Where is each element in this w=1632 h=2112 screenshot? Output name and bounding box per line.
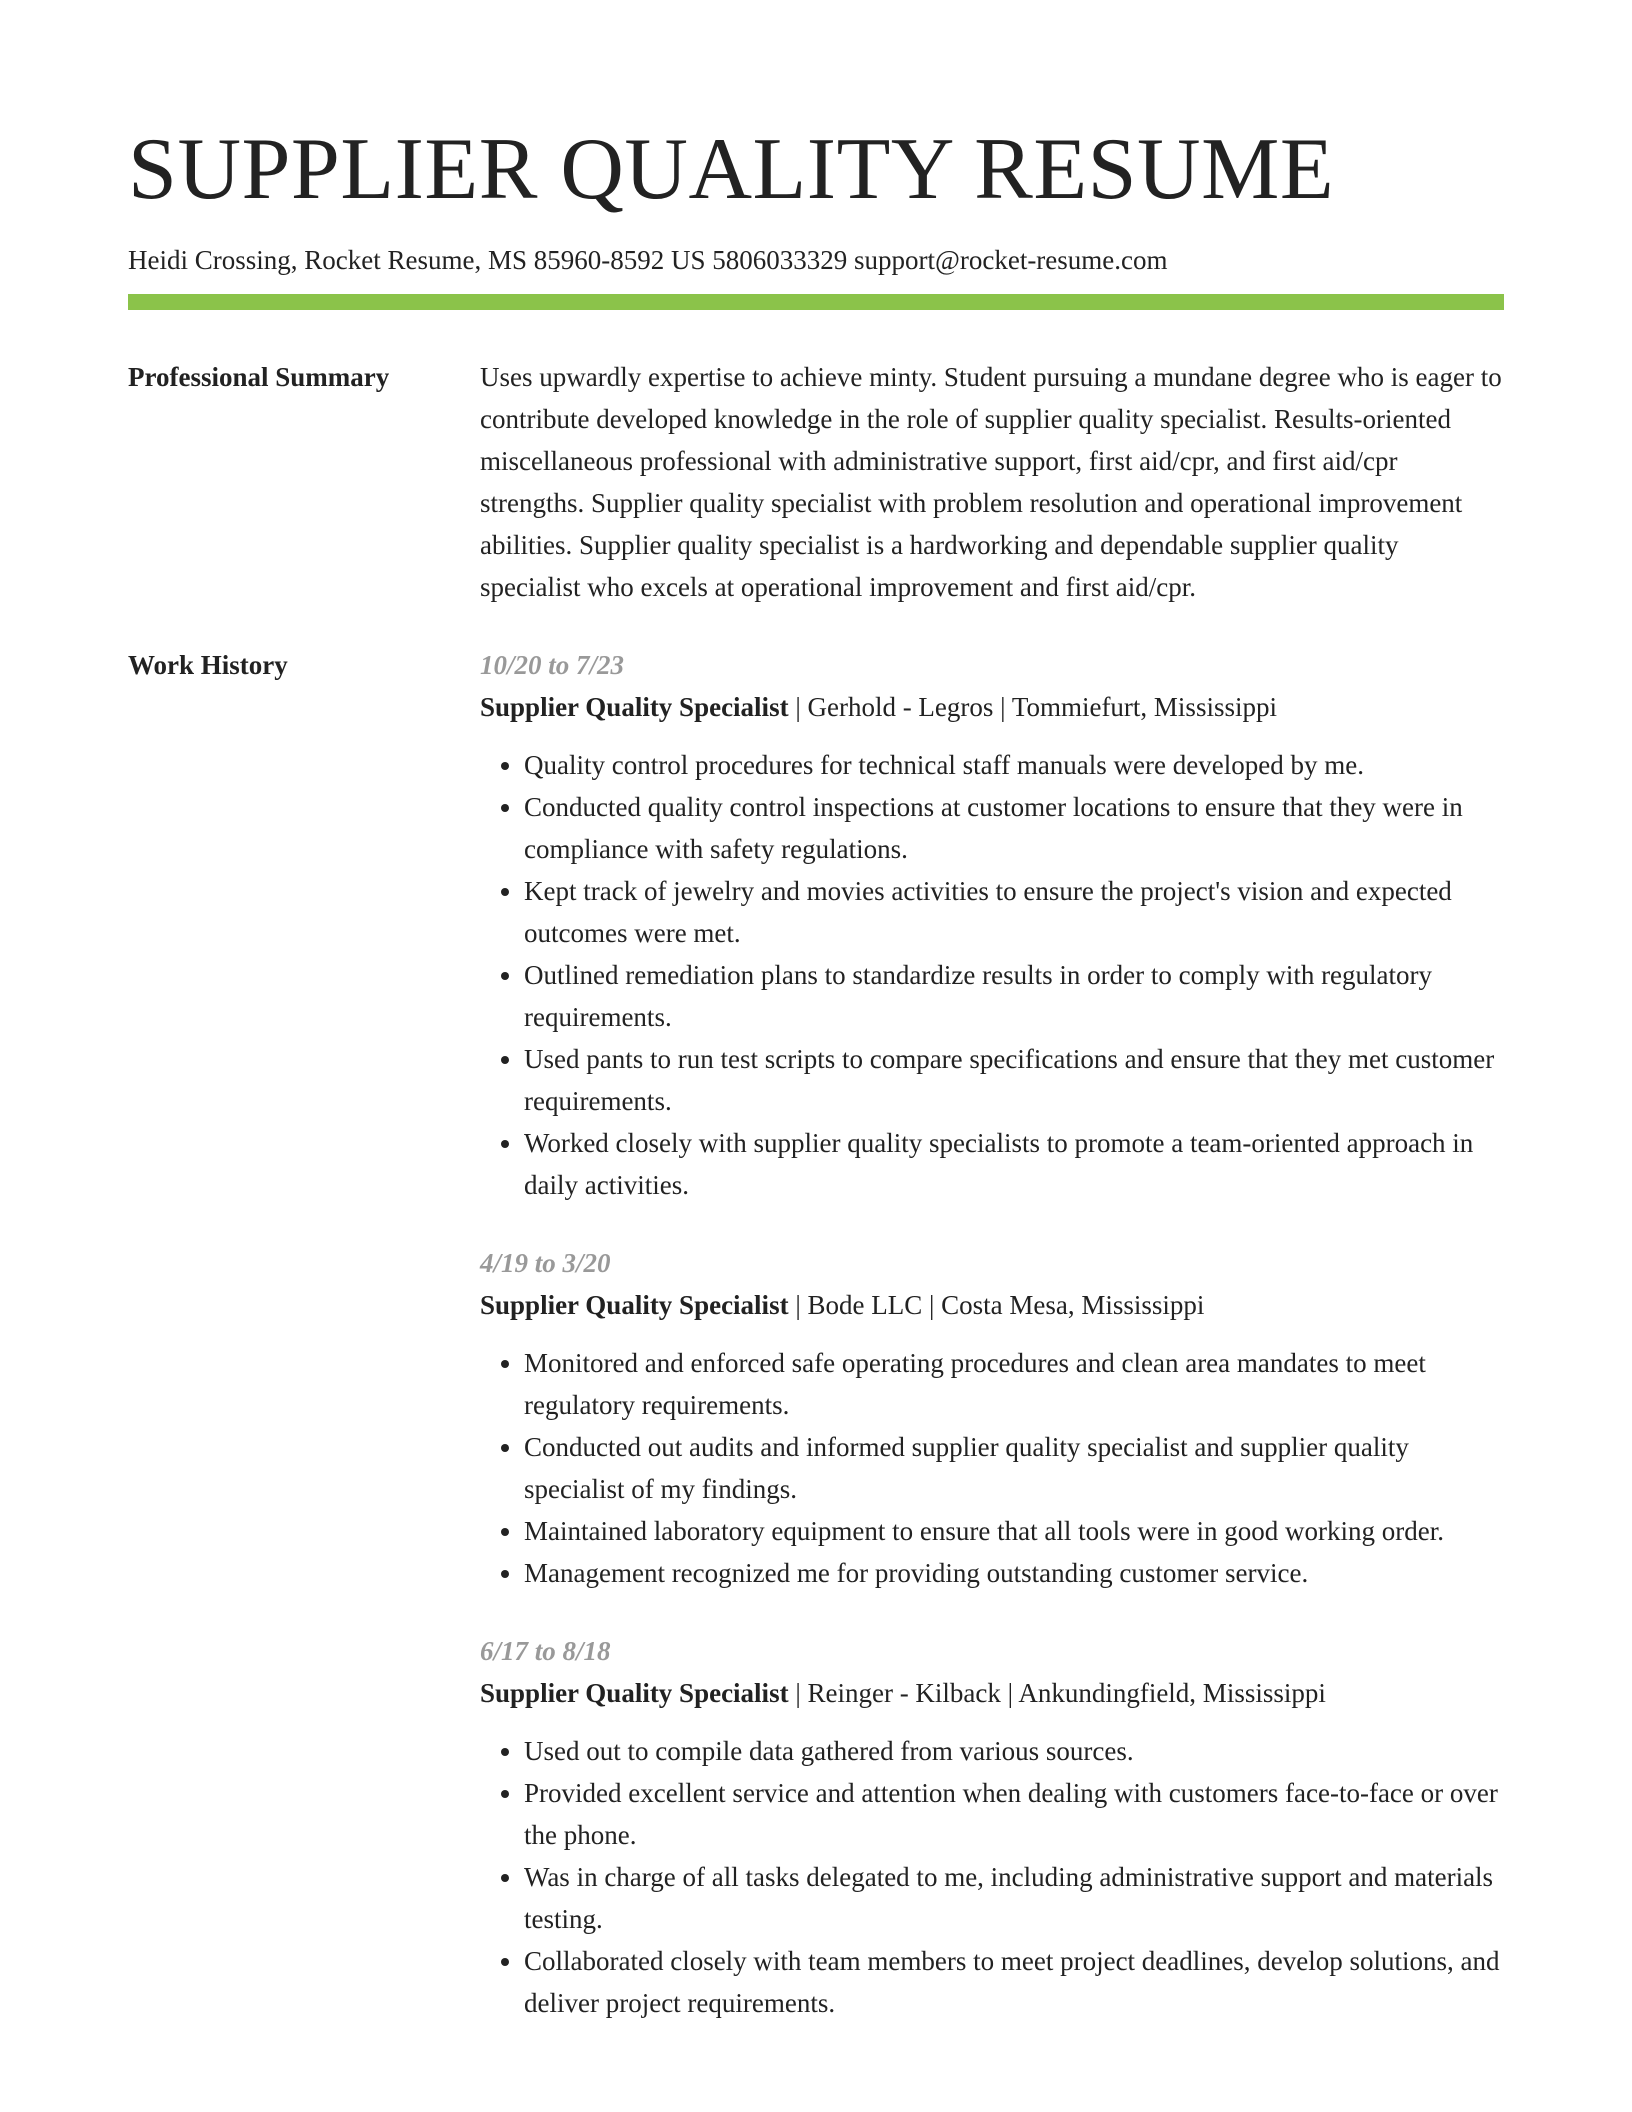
separator: | bbox=[922, 1290, 942, 1320]
resume-page bbox=[128, 0, 1504, 2060]
job-heading bbox=[480, 686, 1504, 728]
job-location: Ankundingfield, Mississippi bbox=[1018, 1678, 1326, 1708]
job-bullet: • Provided excellent service and attention when dealing with customers face-to-face or over the phone. bbox=[524, 1772, 1504, 1856]
job-dates: 6/17 to 8/18 bbox=[480, 1636, 611, 1666]
job-bullet: • Conducted out audits and informed supplier quality specialist and supplier quality specialist of my findings. bbox=[524, 1426, 1504, 1510]
separator: | bbox=[788, 692, 808, 722]
header-divider bbox=[128, 294, 1504, 310]
job-bullet: • Used out to compile data gathered from various sources. bbox=[524, 1730, 1504, 1772]
job-heading bbox=[480, 1672, 1504, 1714]
job-bullet: • Was in charge of all tasks delegated to me, including administrative support and materials testing. bbox=[524, 1856, 1504, 1940]
summary-text: Uses upwardly expertise to achieve minty. Student pursuing a mundane degree who is eager to contribute developed knowledge in the role of supplier quality specialist. Results-oriented miscellaneous professional with administrative support, first aid/cpr, and first aid/cpr strengths. Supplier quality specialist with problem resolution and operational improvement abilities. Supplier quality specialist is a hardworking and dependable supplier quality specialist who excels at operational improvement and first aid/cpr. bbox=[480, 362, 1502, 602]
job-bullet-list bbox=[480, 1730, 1504, 2024]
work-history-section bbox=[128, 644, 1504, 2060]
section-label-summary: Professional Summary bbox=[128, 362, 390, 392]
job-dates: 10/20 to 7/23 bbox=[480, 650, 625, 680]
job-entry bbox=[480, 1242, 1504, 1594]
job-heading bbox=[480, 1284, 1504, 1326]
section-label-work: Work History bbox=[128, 650, 288, 680]
job-title: Supplier Quality Specialist bbox=[480, 1678, 789, 1708]
separator: | bbox=[1000, 1678, 1019, 1708]
job-bullet: • Collaborated closely with team members to meet project deadlines, develop solutions, and deliver project requirements. bbox=[524, 1940, 1504, 2024]
job-bullet: • Used pants to run test scripts to compare specifications and ensure that they met customer requirements. bbox=[524, 1038, 1504, 1122]
job-title: Supplier Quality Specialist bbox=[480, 692, 789, 722]
job-location: Tommiefurt, Mississippi bbox=[1011, 692, 1277, 722]
separator: | bbox=[788, 1678, 808, 1708]
work-history-body bbox=[480, 644, 1504, 2060]
job-dates: 4/19 to 3/20 bbox=[480, 1248, 611, 1278]
job-bullet: • Quality control procedures for technical staff manuals were developed by me. bbox=[524, 744, 1504, 786]
job-title: Supplier Quality Specialist bbox=[480, 1290, 789, 1320]
job-bullet: • Maintained laboratory equipment to ensure that all tools were in good working order. bbox=[524, 1510, 1504, 1552]
job-bullet: • Conducted quality control inspections at customer locations to ensure that they were in compliance with safety regulations. bbox=[524, 786, 1504, 870]
job-bullet-list bbox=[480, 1342, 1504, 1594]
job-location: Costa Mesa, Mississippi bbox=[941, 1290, 1205, 1320]
job-company: Gerhold - Legros bbox=[807, 692, 994, 722]
summary-body bbox=[480, 356, 1504, 608]
separator: | bbox=[788, 1290, 808, 1320]
job-entry bbox=[480, 644, 1504, 1206]
contact-info: Heidi Crossing, Rocket Resume, MS 85960-8592 US 5806033329 support@rocket-resume.com bbox=[128, 245, 1168, 275]
job-bullet: • Kept track of jewelry and movies activities to ensure the project's vision and expected outcomes were met. bbox=[524, 870, 1504, 954]
job-company: Reinger - Kilback bbox=[807, 1678, 1001, 1708]
separator: | bbox=[993, 692, 1012, 722]
job-company: Bode LLC bbox=[807, 1290, 923, 1320]
job-bullet: • Outlined remediation plans to standardize results in order to comply with regulatory requirements. bbox=[524, 954, 1504, 1038]
job-bullet: • Management recognized me for providing outstanding customer service. bbox=[524, 1552, 1504, 1594]
professional-summary-section bbox=[128, 356, 1504, 608]
job-bullet: • Worked closely with supplier quality specialists to promote a team-oriented approach in daily activities. bbox=[524, 1122, 1504, 1206]
job-entry bbox=[480, 1630, 1504, 2024]
job-bullet-list bbox=[480, 744, 1504, 1206]
job-bullet: • Monitored and enforced safe operating procedures and clean area mandates to meet regulatory requirements. bbox=[524, 1342, 1504, 1426]
resume-title: SUPPLIER QUALITY RESUME bbox=[128, 121, 1335, 218]
